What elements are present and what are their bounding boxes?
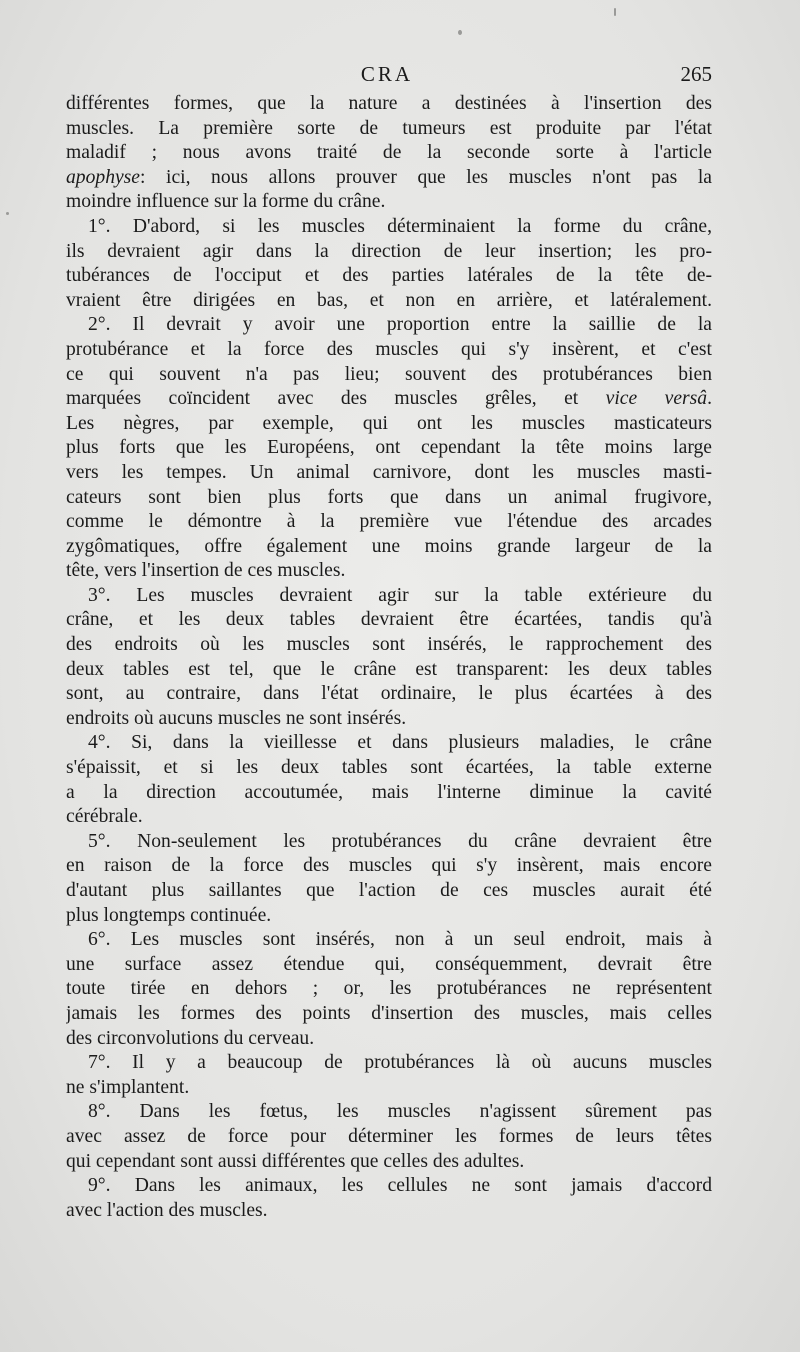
text-line: cérébrale. bbox=[66, 806, 143, 828]
text-line: maladif ; nous avons traité de la seconde sorte à l'article bbox=[66, 142, 712, 164]
text-line: toute tirée en dehors ; or, les protubérances ne représentent bbox=[66, 978, 712, 1000]
text-line: tête, vers l'insertion de ces muscles. bbox=[66, 560, 346, 582]
text-line: 8°. Dans les fœtus, les muscles n'agissent sûrement pas bbox=[88, 1101, 712, 1123]
text-line: apophyse: ici, nous allons prouver que les muscles n'ont pas la bbox=[66, 166, 712, 188]
text-line: qui cependant sont aussi différentes que celles des adultes. bbox=[66, 1150, 525, 1172]
text-line: marquées coïncident avec des muscles grêles, et vice versâ. bbox=[66, 388, 712, 410]
text-line: tubérances de l'occiput et des parties latérales de la tête de- bbox=[66, 265, 712, 287]
text-line: a la direction accoutumée, mais l'interne diminue la cavité bbox=[66, 781, 712, 803]
text-line: s'épaissit, et si les deux tables sont écartées, la table externe bbox=[66, 757, 712, 779]
ink-speck bbox=[6, 212, 9, 215]
text-line: jamais les formes des points d'insertion des muscles, mais celles bbox=[66, 1002, 712, 1024]
text-line: moindre influence sur la forme du crâne. bbox=[66, 191, 386, 213]
text-line: 2°. Il devrait y avoir une proportion entre la saillie de la bbox=[88, 314, 712, 336]
text-line: 1°. D'abord, si les muscles déterminaient la forme du crâne, bbox=[88, 215, 712, 237]
running-head bbox=[66, 60, 712, 90]
text-line: muscles. La première sorte de tumeurs est produite par l'état bbox=[66, 117, 712, 139]
text-line: des circonvolutions du cerveau. bbox=[66, 1027, 315, 1049]
ink-speck bbox=[614, 8, 616, 16]
text-line: crâne, et les deux tables devraient être écartées, tandis qu'à bbox=[66, 609, 712, 631]
ink-speck bbox=[458, 30, 462, 35]
text-line: différentes formes, que la nature a destinées à l'insertion des bbox=[66, 93, 712, 114]
page-number: 265 bbox=[680, 62, 712, 86]
text-line: des endroits où les muscles sont insérés, le rapprochement des bbox=[66, 634, 712, 656]
text-line: vraient être dirigées en bas, et non en arrière, et latéralement. bbox=[66, 289, 712, 311]
text-line: 7°. Il y a beaucoup de protubérances là où aucuns muscles bbox=[88, 1052, 712, 1074]
text-line: comme le démontre à la première vue l'étendue des arcades bbox=[66, 511, 712, 533]
text-line: ne s'implantent. bbox=[66, 1076, 190, 1098]
text-line: 5°. Non-seulement les protubérances du crâne devraient être bbox=[88, 830, 712, 852]
text-line: en raison de la force des muscles qui s'y insèrent, mais encore bbox=[66, 855, 712, 877]
text-line: protubérance et la force des muscles qui s'y insèrent, et c'est bbox=[66, 338, 712, 360]
body-text bbox=[66, 92, 712, 1223]
text-line: 6°. Les muscles sont insérés, non à un seul endroit, mais à bbox=[88, 929, 712, 951]
running-head-title: CRA bbox=[360, 62, 414, 86]
text-line: endroits où aucuns muscles ne sont insérés. bbox=[66, 707, 407, 729]
text-line: 9°. Dans les animaux, les cellules ne sont jamais d'accord bbox=[88, 1175, 712, 1197]
text-line: vers les tempes. Un animal carnivore, dont les muscles masti- bbox=[66, 461, 712, 483]
text-line: avec assez de force pour déterminer les formes de leurs têtes bbox=[66, 1125, 712, 1147]
text-line: cateurs sont bien plus forts que dans un animal frugivore, bbox=[66, 486, 712, 508]
text-line: ils devraient agir dans la direction de leur insertion; les pro- bbox=[66, 240, 712, 262]
text-line: avec l'action des muscles. bbox=[66, 1199, 268, 1221]
text-line: 4°. Si, dans la vieillesse et dans plusieurs maladies, le crâne bbox=[88, 732, 712, 754]
text-line: une surface assez étendue qui, conséquemment, devrait être bbox=[66, 953, 712, 975]
text-line: d'autant plus saillantes que l'action de ces muscles aurait été bbox=[66, 880, 712, 901]
text-line: 3°. Les muscles devraient agir sur la table extérieure du bbox=[88, 584, 712, 606]
text-line: Les nègres, par exemple, qui ont les muscles masticateurs bbox=[66, 412, 712, 434]
text-line: plus longtemps continuée. bbox=[66, 904, 272, 926]
text-line: plus forts que les Européens, ont cependant la tête moins large bbox=[66, 437, 712, 459]
text-line: ce qui souvent n'a pas lieu; souvent des protubérances bien bbox=[66, 363, 712, 385]
text-line: sont, au contraire, dans l'état ordinaire, le plus écartées à des bbox=[66, 683, 712, 705]
text-line: deux tables est tel, que le crâne est transparent: les deux tables bbox=[66, 658, 712, 680]
text-line: zygômatiques, offre également une moins grande largeur de la bbox=[66, 535, 712, 557]
